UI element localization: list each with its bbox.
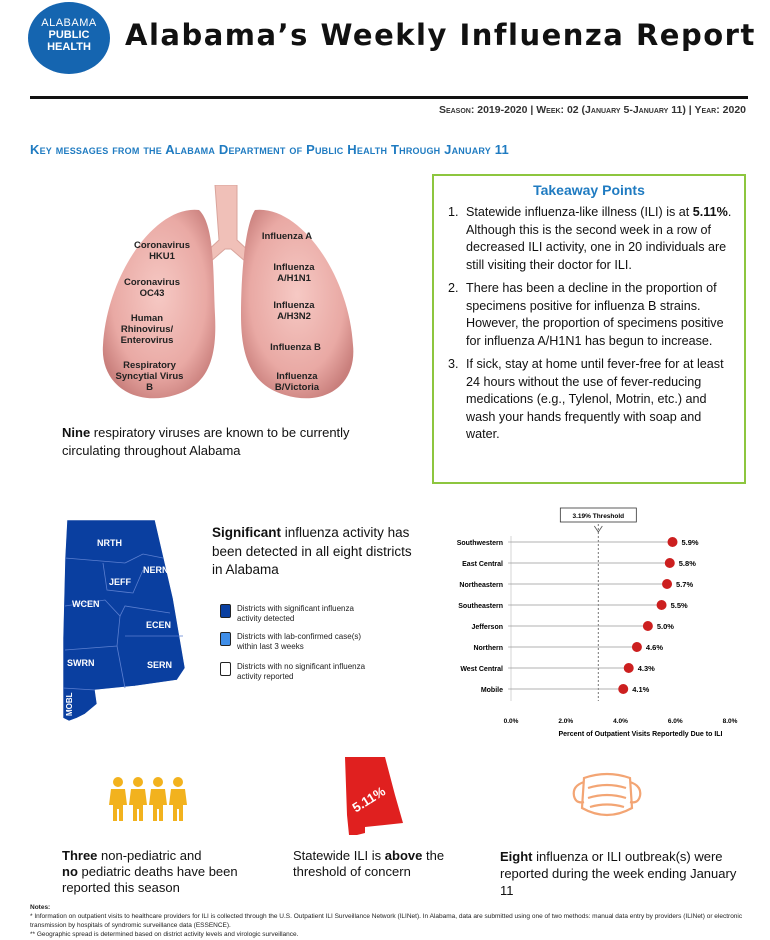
x-tick-label: 0.0% [503,718,519,725]
alabama-district-map [55,518,210,723]
district-label: NERN [143,565,169,575]
data-label: 5.8% [678,559,696,568]
takeaway-heading: Takeaway Points [533,182,645,198]
svg-text:5.11%: 5.11% [349,783,389,816]
district-label: SERN [147,660,173,670]
outbreaks-text: Eight influenza or ILI outbreak(s) were reported during the week ending January 11 [500,849,737,898]
district-label: NRTH [97,538,122,548]
header-divider [30,96,748,99]
category-label: Mobile [480,687,503,694]
virus-label: Coronavirus OC43 [124,277,180,299]
data-point [662,579,672,589]
district-label: WCEN [72,599,100,609]
virus-label: Respiratory Syncytial Virus B [115,360,184,393]
legend-item-none: Districts with no significant influenza activity reported [220,662,380,682]
adph-logo: ALABAMA PUBLIC HEALTH [28,2,110,74]
virus-label: Influenza A/H3N2 [273,300,315,322]
virus-label: Influenza B [270,342,321,353]
nine-viruses-caption: Nine respiratory viruses are known to be currently circulating throughout Alabama [62,425,350,458]
x-tick-label: 6.0% [667,718,683,725]
x-tick-label: 4.0% [613,718,628,725]
category-label: Southeastern [458,603,503,610]
data-label: 5.9% [681,538,699,547]
alabama-red-icon [343,755,408,837]
category-label: Southwestern [456,540,503,547]
district-label: JEFF [109,577,132,587]
person-figure [129,777,147,821]
people-icon [108,776,188,822]
significant-activity-text: Significant influenza activity has been detected in all eight districts in Alabama [212,525,412,577]
data-point [632,642,642,652]
category-label: West Central [460,666,503,673]
district-label: ECEN [146,620,172,630]
legend-swatch [220,632,231,646]
ili-threshold-text: Statewide ILI is above the threshold of concern [293,848,445,879]
data-point [624,663,634,673]
legend-item-lab-confirmed: Districts with lab-confirmed case(s) within last 3 weeks [220,632,380,652]
x-axis-label: Percent of Outpatient Visits Reportedly Due to ILI [558,731,723,738]
district-label: MOBL [65,692,74,716]
x-tick-label: 2.0% [558,718,574,725]
key-messages-heading: Key messages from the Alabama Department of Public Health Through January 11 [30,142,509,157]
virus-label: Human Rhinovirus/ Enterovirus [120,313,174,346]
district-label: SWRN [67,658,95,668]
season-line: Season: 2019-2020 | Week: 02 (January 5-January 11) | Year: 2020 [438,104,746,116]
category-label: Northern [473,645,503,652]
takeaway-point: 2. There has been a decline in the proportion of specimens positive for influenza B strains. However, the proportion of specimens positive for influenza A/H1N1 has begun to increase. [462,280,736,350]
takeaway-list [434,204,744,444]
category-label: Jefferson [471,624,503,631]
data-label: 4.3% [637,664,655,673]
legend-swatch [220,662,231,676]
person-figure [149,777,167,821]
data-label: 4.6% [645,643,664,652]
takeaway-box [432,174,746,484]
data-point [643,621,653,631]
legend-swatch [220,604,231,618]
report-title: Alabama’s Weekly Influenza Report [125,18,756,52]
notes [30,903,750,939]
person-figure [169,777,187,821]
takeaway-point: 3. If sick, stay at home until fever-free for at least 24 hours without the use of fever-reducing medications (e.g., Tylenol, Motrin, etc.) and wash your hands frequently with soap and water. [462,356,736,444]
face-mask-icon [570,768,644,824]
virus-label: Coronavirus HKU1 [134,240,190,262]
threshold-label: 3.19% Threshold [572,513,625,520]
data-point [618,684,628,694]
district-ili-chart [440,502,760,747]
data-label: 5.5% [670,601,688,610]
note-item: * Information on outpatient visits to healthcare providers for ILI is collected through the U.S. Outpatient ILI Surveillance Network (ILINet). In Alabama, data are submitted using one of two methods: manual data entry by providers (ILINet) or electronic transmission by hospitals of syndromic surveillance data (ESSENCE). [30,913,743,929]
note-item: ** Geographic spread is determined based on district activity levels and virologic surveillance. [30,931,299,938]
virus-label: Influenza B/Victoria [274,371,320,393]
x-tick-label: 8.0% [722,718,738,725]
data-point [668,537,678,547]
category-label: East Central [462,561,503,568]
category-label: Northeastern [459,582,503,589]
data-label: 4.1% [632,685,650,694]
notes-heading: Notes: [30,904,51,911]
data-point [657,600,667,610]
legend-item-significant: Districts with significant influenza activity detected [220,604,380,624]
data-point [665,558,675,568]
virus-label: Influenza A [261,231,313,242]
data-label: 5.7% [676,580,694,589]
data-label: 5.0% [656,622,674,631]
person-figure [109,777,127,821]
virus-label: Influenza A/H1N1 [273,262,315,284]
takeaway-point: 1. Statewide influenza-like illness (ILI) is at 5.11%. Although this is the second week in a row of decreased ILI activity, one in 20 individuals are still visiting their doctor for ILI. [462,204,736,274]
deaths-text: Three non-pediatric and no pediatric deaths have been reported this season [62,848,238,895]
